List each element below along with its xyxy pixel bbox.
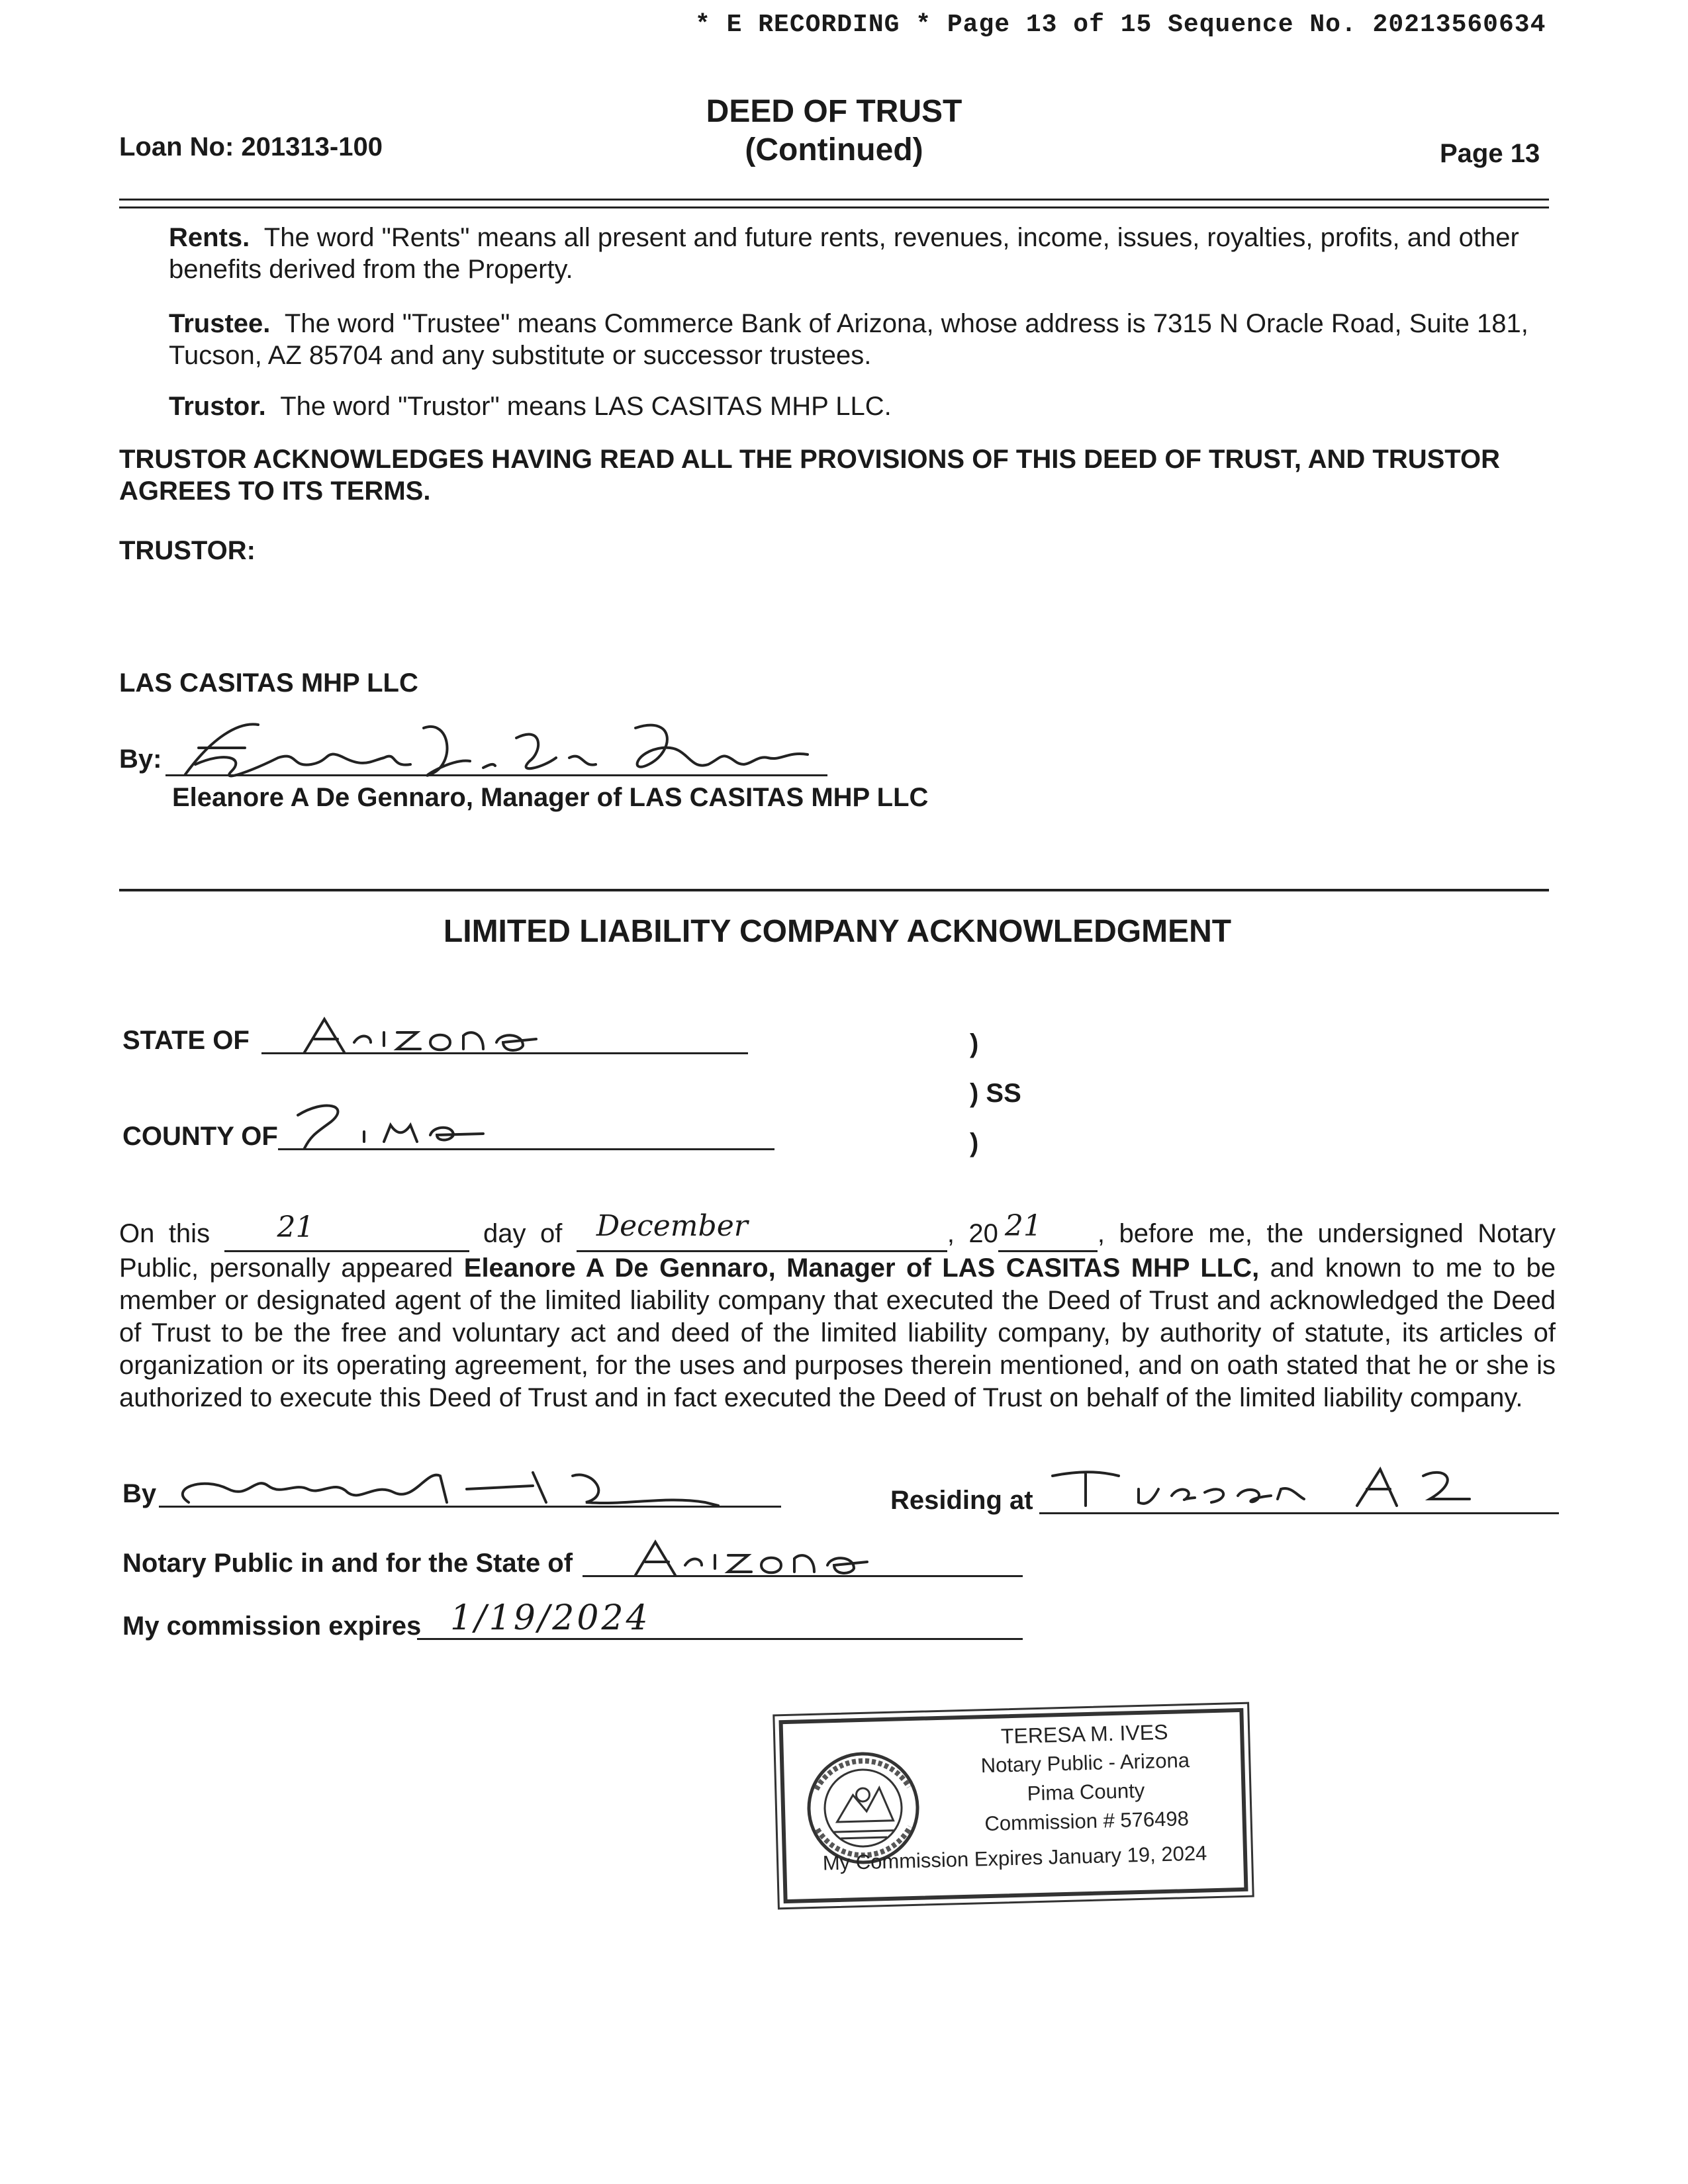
notary-stamp (778, 1708, 1248, 1903)
notary-by-label: By (122, 1479, 157, 1508)
header-rule-top (119, 199, 1549, 201)
day-of-label: day of (483, 1219, 563, 1248)
page-number: Page 13 (1440, 139, 1540, 168)
county-handwritten (291, 1095, 530, 1152)
acknowledgment-body (119, 1209, 1556, 1414)
stamp-line-2: Notary Public - Arizona (980, 1749, 1190, 1778)
state-label: STATE OF (122, 1026, 250, 1055)
company-name: LAS CASITAS MHP LLC (119, 668, 418, 698)
county-label: COUNTY OF (122, 1122, 278, 1151)
year-prefix: , 20 (947, 1219, 998, 1248)
notary-state-handwritten (629, 1535, 907, 1582)
month-value: December (596, 1209, 748, 1243)
definition-term: Trustor. (169, 392, 266, 421)
trustor-signature (172, 711, 841, 791)
day-value: 21 (277, 1210, 314, 1244)
day-field (224, 1210, 469, 1252)
definition-text: The word "Trustor" means LAS CASITAS MHP LLC. (280, 392, 892, 421)
appeared-name: Eleanore A De Gennaro, Manager of LAS CASITAS MHP LLC, (463, 1253, 1260, 1283)
bracket-3: ) (970, 1128, 979, 1158)
definition-text: The word "Rents" means all present and future rents, revenues, income, issues, royalties, profits, and other benefits derived from the Property. (169, 223, 1519, 284)
notary-state-label: Notary Public in and for the State of (122, 1549, 573, 1578)
notary-signature (162, 1456, 731, 1516)
residing-label: Residing at (890, 1486, 1033, 1515)
header-rule-bottom (119, 206, 1549, 208)
stamp-line-4: Commission # 576498 (984, 1807, 1190, 1836)
document-title (662, 93, 1006, 169)
stamp-name: TERESA M. IVES (1000, 1719, 1168, 1749)
definition-text: The word "Trustee" means Commerce Bank of Arizona, whose address is 7315 N Oracle Road, Suite 181, Tucson, AZ 85704 and any substitute or successor trustees. (169, 309, 1528, 370)
definition-trustee (169, 308, 1552, 371)
definition-trustor (169, 390, 1552, 422)
commission-line (417, 1638, 1023, 1640)
trustor-acknowledgement: TRUSTOR ACKNOWLEDGES HAVING READ ALL THE PROVISIONS OF THIS DEED OF TRUST, AND TRUSTOR AGREES TO ITS TERMS. (119, 445, 1501, 506)
signer-caption: Eleanore A De Gennaro, Manager of LAS CASITAS MHP LLC (172, 783, 929, 812)
before-me-text: , before me, the undersigned (1097, 1219, 1464, 1248)
state-handwritten (298, 1013, 589, 1059)
on-this-label: On this (119, 1219, 211, 1248)
month-field (577, 1209, 947, 1252)
bracket-1: ) (970, 1029, 979, 1058)
bracket-ss: ) SS (970, 1079, 1021, 1108)
title-line-2: (Continued) (745, 132, 923, 167)
definition-rents (169, 222, 1552, 285)
acknowledgment-title: LIMITED LIABILITY COMPANY ACKNOWLEDGMENT (443, 914, 1232, 949)
title-line-1: DEED OF TRUST (706, 94, 962, 129)
recording-header: * E RECORDING * Page 13 of 15 Sequence No. 20213560634 (695, 11, 1546, 39)
commission-label: My commission expires (122, 1612, 422, 1641)
stamp-line-5: My Commission Expires January 19, 2024 (822, 1841, 1207, 1875)
residing-handwritten (1046, 1459, 1523, 1516)
by-label: By: (119, 745, 162, 774)
section-rule (119, 889, 1549, 891)
loan-number: Loan No: 201313-100 (119, 132, 383, 161)
body-text-2: and known to me to be member or designated agent of the limited liability company that executed the Deed of Trust and acknowledged the Deed of Trust to be the free and voluntary act and deed of the limited liability company, by authority of statute, its articles of organization or its operating agreement, for the uses and purposes therein mentioned, and on oath stated that he or she is authorized to execute this Deed of Trust and in fact executed the Deed of Trust on behalf of the limited liability company. (119, 1253, 1556, 1412)
year-field (998, 1209, 1098, 1252)
definition-term: Rents. (169, 223, 250, 252)
commission-handwritten: 1/19/2024 (450, 1598, 651, 1638)
trustor-label: TRUSTOR: (119, 536, 256, 565)
body-text-1: Notary Public, personally appeared (119, 1219, 1556, 1283)
stamp-line-3: Pima County (1027, 1778, 1145, 1805)
definition-term: Trustee. (169, 309, 271, 338)
year-value: 21 (1004, 1209, 1042, 1243)
